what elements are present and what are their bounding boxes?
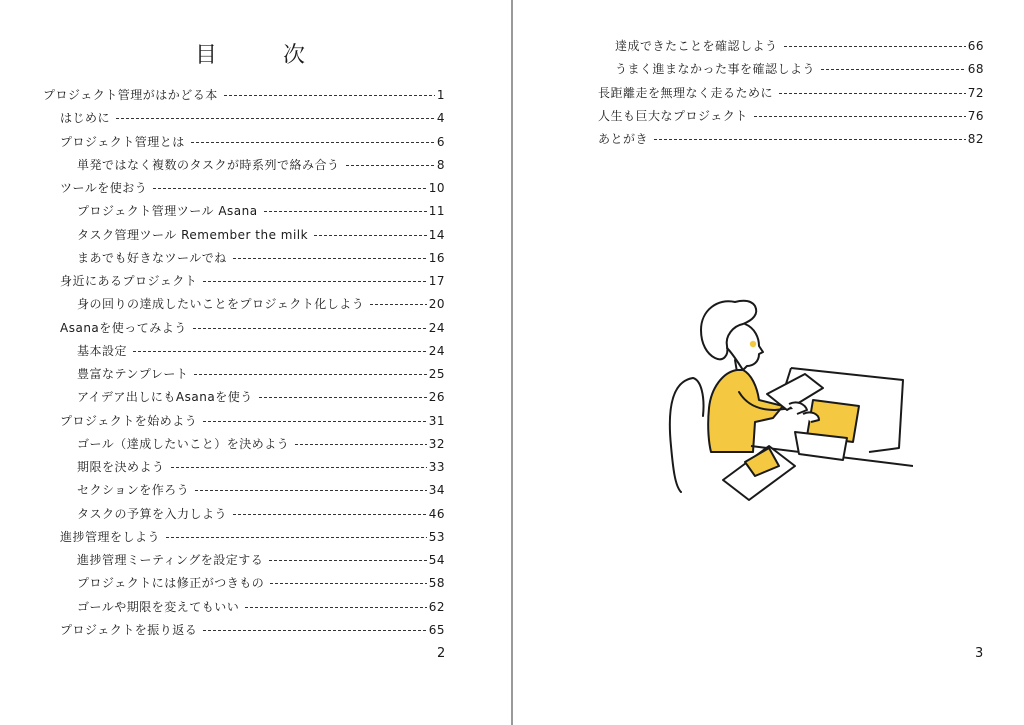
toc-dot-leader (193, 328, 427, 329)
toc-entry-title: あとがき (598, 132, 649, 146)
toc-list-left (0, 84, 511, 642)
toc-entry-title: タスク管理ツール Remember the milk (77, 227, 309, 242)
toc-entry-page: 26 (428, 390, 445, 405)
toc-title: 目 次 (194, 43, 327, 68)
toc-entry-title: 豊富なテンプレート (77, 367, 189, 381)
toc-entry-page: 54 (428, 553, 445, 567)
right-page (513, 0, 1024, 725)
toc-entry-page: 46 (428, 506, 445, 521)
toc-dot-leader (233, 258, 427, 259)
toc-entry-page: 58 (428, 576, 445, 591)
toc-dot-leader (133, 351, 427, 352)
toc-entry[interactable] (0, 363, 445, 386)
toc-entry[interactable] (0, 270, 445, 293)
toc-entry-page: 16 (428, 250, 445, 265)
toc-dot-leader (245, 607, 426, 608)
toc-entry-page: 62 (428, 599, 445, 614)
toc-entry-title: ゴールや期限を変えてもいい (77, 599, 240, 614)
toc-entry-page: 17 (428, 274, 445, 288)
toc-entry[interactable] (0, 224, 445, 247)
toc-entry-title: 期限を決めよう (77, 460, 165, 474)
toc-dot-leader (270, 583, 426, 584)
toc-dot-leader (194, 374, 426, 375)
toc-dot-leader (203, 421, 426, 422)
left-page (0, 0, 511, 725)
page-number-right: 3 (975, 646, 984, 661)
toc-dot-leader (821, 69, 966, 70)
toc-entry-title: プロジェクトを振り返る (60, 622, 198, 637)
toc-entry-title: 基本設定 (77, 343, 128, 358)
toc-entry-page: 4 (436, 111, 445, 126)
toc-entry[interactable] (513, 105, 984, 128)
toc-dot-leader (116, 118, 435, 119)
toc-entry[interactable] (0, 177, 445, 200)
toc-dot-leader (370, 304, 426, 305)
toc-entry-title: タスクの予算を入力しよう (77, 506, 228, 521)
toc-dot-leader (195, 490, 426, 491)
toc-dot-leader (346, 165, 435, 166)
toc-dot-leader (166, 537, 427, 538)
toc-dot-leader (203, 630, 426, 631)
toc-dot-leader (754, 116, 966, 117)
toc-dot-leader (203, 281, 426, 282)
toc-entry-title: 長距離走を無理なく走るために (598, 85, 774, 100)
toc-entry-title: 身の回りの達成したいことをプロジェクト化しよう (77, 297, 365, 312)
toc-entry-title: 進捗管理をしよう (60, 529, 161, 544)
toc-entry-title: 単発ではなく複数のタスクが時系列で絡み合う (77, 157, 340, 172)
toc-entry[interactable] (0, 340, 445, 363)
toc-entry[interactable] (513, 35, 984, 58)
toc-entry-page: 10 (428, 181, 445, 195)
toc-entry[interactable] (0, 479, 445, 502)
toc-entry-title: プロジェクト管理ツール Asana (77, 204, 258, 219)
toc-dot-leader (295, 444, 426, 445)
toc-entry-page: 33 (428, 460, 445, 474)
toc-entry-page: 11 (428, 204, 445, 219)
toc-list-right (513, 35, 1024, 151)
toc-entry[interactable] (513, 58, 984, 81)
toc-entry[interactable] (0, 293, 445, 316)
toc-dot-leader (224, 95, 435, 96)
toc-entry[interactable] (0, 317, 445, 340)
toc-dot-leader (269, 560, 426, 561)
toc-entry-page: 14 (428, 227, 445, 242)
toc-entry-title: プロジェクト管理とは (60, 134, 185, 149)
toc-entry-page: 65 (428, 622, 445, 637)
toc-entry[interactable] (0, 572, 445, 595)
toc-entry-page: 8 (436, 157, 445, 172)
toc-entry-page: 6 (436, 134, 445, 149)
toc-entry[interactable] (0, 526, 445, 549)
toc-entry-page: 66 (967, 39, 984, 53)
toc-entry-title: うまく進まなかった事を確認しよう (615, 62, 816, 77)
toc-entry-page: 1 (436, 88, 445, 102)
toc-entry-title: Asanaを使ってみよう (60, 320, 187, 335)
toc-entry-page: 24 (428, 320, 445, 335)
toc-entry-page: 25 (428, 367, 445, 381)
toc-entry-page: 68 (967, 62, 984, 77)
toc-dot-leader (153, 188, 426, 189)
toc-entry-page: 20 (428, 297, 445, 312)
toc-dot-leader (779, 93, 966, 94)
toc-entry[interactable] (0, 596, 445, 619)
toc-entry-page: 53 (428, 529, 445, 544)
toc-entry-title: 人生も巨大なプロジェクト (598, 108, 748, 123)
toc-entry[interactable] (0, 154, 445, 177)
toc-entry-page: 82 (967, 132, 984, 146)
page-number-left: 2 (437, 646, 446, 661)
toc-entry-title: プロジェクト管理がはかどる本 (43, 88, 218, 102)
toc-entry[interactable] (0, 503, 445, 526)
toc-entry[interactable] (0, 549, 445, 572)
toc-dot-leader (784, 46, 966, 47)
toc-entry-title: プロジェクトには修正がつきもの (77, 576, 265, 591)
toc-entry[interactable] (0, 433, 445, 456)
toc-entry-title: プロジェクトを始めよう (60, 413, 198, 428)
toc-entry[interactable] (0, 200, 445, 223)
toc-dot-leader (233, 514, 427, 515)
toc-entry-page: 72 (967, 85, 984, 100)
toc-entry[interactable] (513, 82, 984, 105)
toc-entry-title: ツールを使おう (60, 181, 148, 195)
toc-entry-title: 身近にあるプロジェクト (60, 274, 198, 288)
toc-entry[interactable] (0, 247, 445, 270)
toc-dot-leader (654, 139, 966, 140)
toc-entry-title: 達成できたことを確認しよう (615, 39, 778, 53)
toc-entry-page: 32 (428, 436, 445, 451)
toc-entry[interactable] (0, 456, 445, 479)
toc-entry-page: 76 (967, 108, 984, 123)
toc-entry-title: ゴール（達成したいこと）を決めよう (77, 436, 290, 451)
toc-entry[interactable] (513, 128, 984, 151)
toc-entry[interactable] (0, 410, 445, 433)
toc-dot-leader (259, 397, 427, 398)
toc-entry[interactable] (0, 84, 445, 107)
woman-at-desk-illustration (663, 296, 913, 501)
toc-entry-title: まあでも好きなツールでね (77, 250, 227, 265)
toc-entry-page: 34 (428, 483, 445, 498)
toc-dot-leader (314, 235, 427, 236)
toc-entry-title: アイデア出しにもAsanaを使う (77, 390, 253, 405)
toc-dot-leader (171, 467, 427, 468)
toc-dot-leader (191, 142, 435, 143)
toc-entry-title: セクションを作ろう (77, 483, 190, 498)
toc-entry-page: 24 (428, 343, 445, 358)
toc-entry-title: 進捗管理ミーティングを設定する (77, 553, 264, 567)
toc-entry[interactable] (0, 386, 445, 409)
toc-dot-leader (264, 211, 427, 212)
toc-entry-title: はじめに (60, 111, 111, 126)
toc-entry[interactable] (0, 619, 445, 642)
toc-entry[interactable] (0, 131, 445, 154)
toc-entry-page: 31 (428, 413, 445, 428)
toc-entry[interactable] (0, 107, 445, 130)
